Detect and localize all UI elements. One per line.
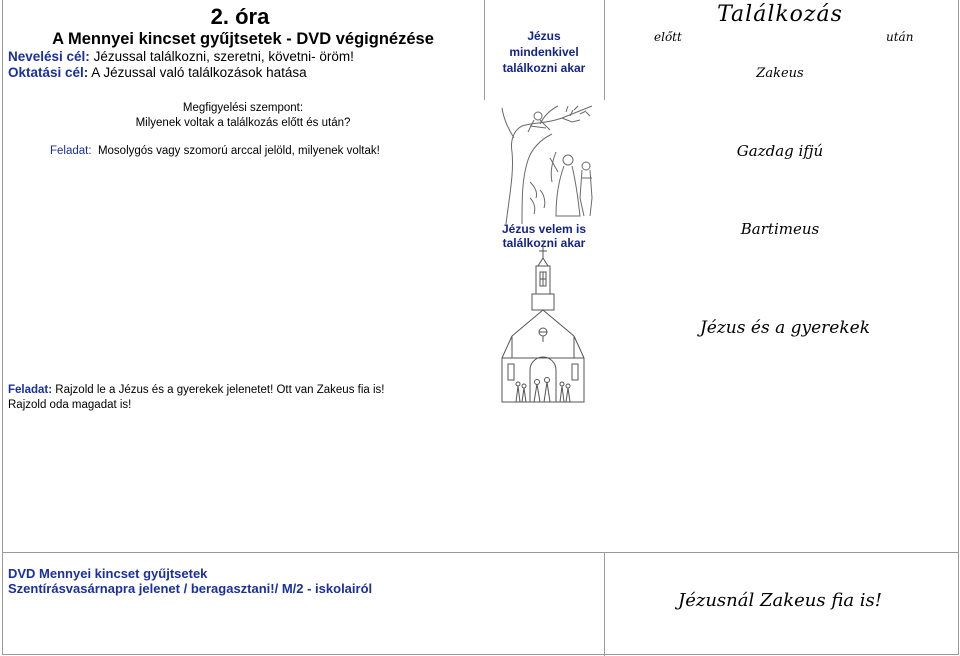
- bottom-divider: [604, 552, 605, 656]
- teaching-goal-text: A Jézussal való találkozások hatása: [88, 65, 307, 80]
- jezus-me-line-1: Jézus velem is: [501, 222, 587, 236]
- dvd-text: [8, 566, 598, 596]
- task-1-label: Feladat:: [50, 145, 92, 157]
- dvd-line-1: DVD Mennyei kincset gyűjtsetek: [8, 566, 208, 581]
- jezus-everyone-line-2: mindenkivel: [509, 45, 579, 59]
- encounter-heading: Találkozás: [717, 2, 843, 27]
- bottom-caption: Jézusnál Zakeus fia is!: [677, 590, 883, 611]
- lesson-title: 2. óra: [210, 4, 270, 29]
- educational-goal-text: Jézussal találkozni, szeretni, követni- öröm!: [89, 49, 354, 64]
- item-gazdag-ifju: Gazdag ifjú: [736, 142, 824, 160]
- zacchaeus-tree-drawing: [500, 102, 600, 224]
- lesson-subtitle: A Mennyei kincset gyűjtsetek - DVD végignézése: [52, 30, 434, 48]
- task-1: [50, 145, 480, 157]
- item-bartimeus: Bartimeus: [740, 220, 820, 238]
- teaching-goal: [8, 65, 478, 80]
- task-2-text-2: Rajzold oda magadat is!: [8, 399, 132, 411]
- column-divider-right: [604, 0, 605, 100]
- before-label: előtt: [654, 30, 682, 44]
- task-2-text: Rajzold le a Jézus és a gyerekek jelenetet! Ott van Zakeus fia is!: [52, 384, 385, 396]
- task-2: [8, 383, 488, 413]
- educational-goal-label: Nevelési cél:: [8, 49, 90, 64]
- church-drawing: [498, 244, 588, 406]
- dvd-line-2: Szentírásvasárnapra jelenet / beragasztani!/ M/2 - iskolairól: [8, 581, 373, 596]
- task-1-text: Mosolygós vagy szomorú arccal jelöld, milyenek voltak!: [97, 145, 380, 157]
- educational-goal: [8, 49, 478, 64]
- item-jezus-gyerekek: Jézus és a gyerekek: [699, 318, 871, 338]
- teaching-goal-label: Oktatási cél:: [8, 65, 89, 80]
- focus-label: Megfigyelési szempont:: [182, 102, 304, 114]
- jezus-everyone-text: [484, 28, 604, 76]
- jezus-everyone-line-1: Jézus: [527, 29, 561, 43]
- jezus-everyone-line-3: találkozni akar: [502, 61, 586, 75]
- item-zakeus: Zakeus: [756, 66, 804, 81]
- jezus-me-line-2: találkozni akar: [502, 236, 586, 250]
- task-2-label: Feladat:: [8, 384, 53, 396]
- focus-text: Milyenek voltak a találkozás előtt és után?: [135, 117, 351, 129]
- after-label: után: [886, 30, 914, 44]
